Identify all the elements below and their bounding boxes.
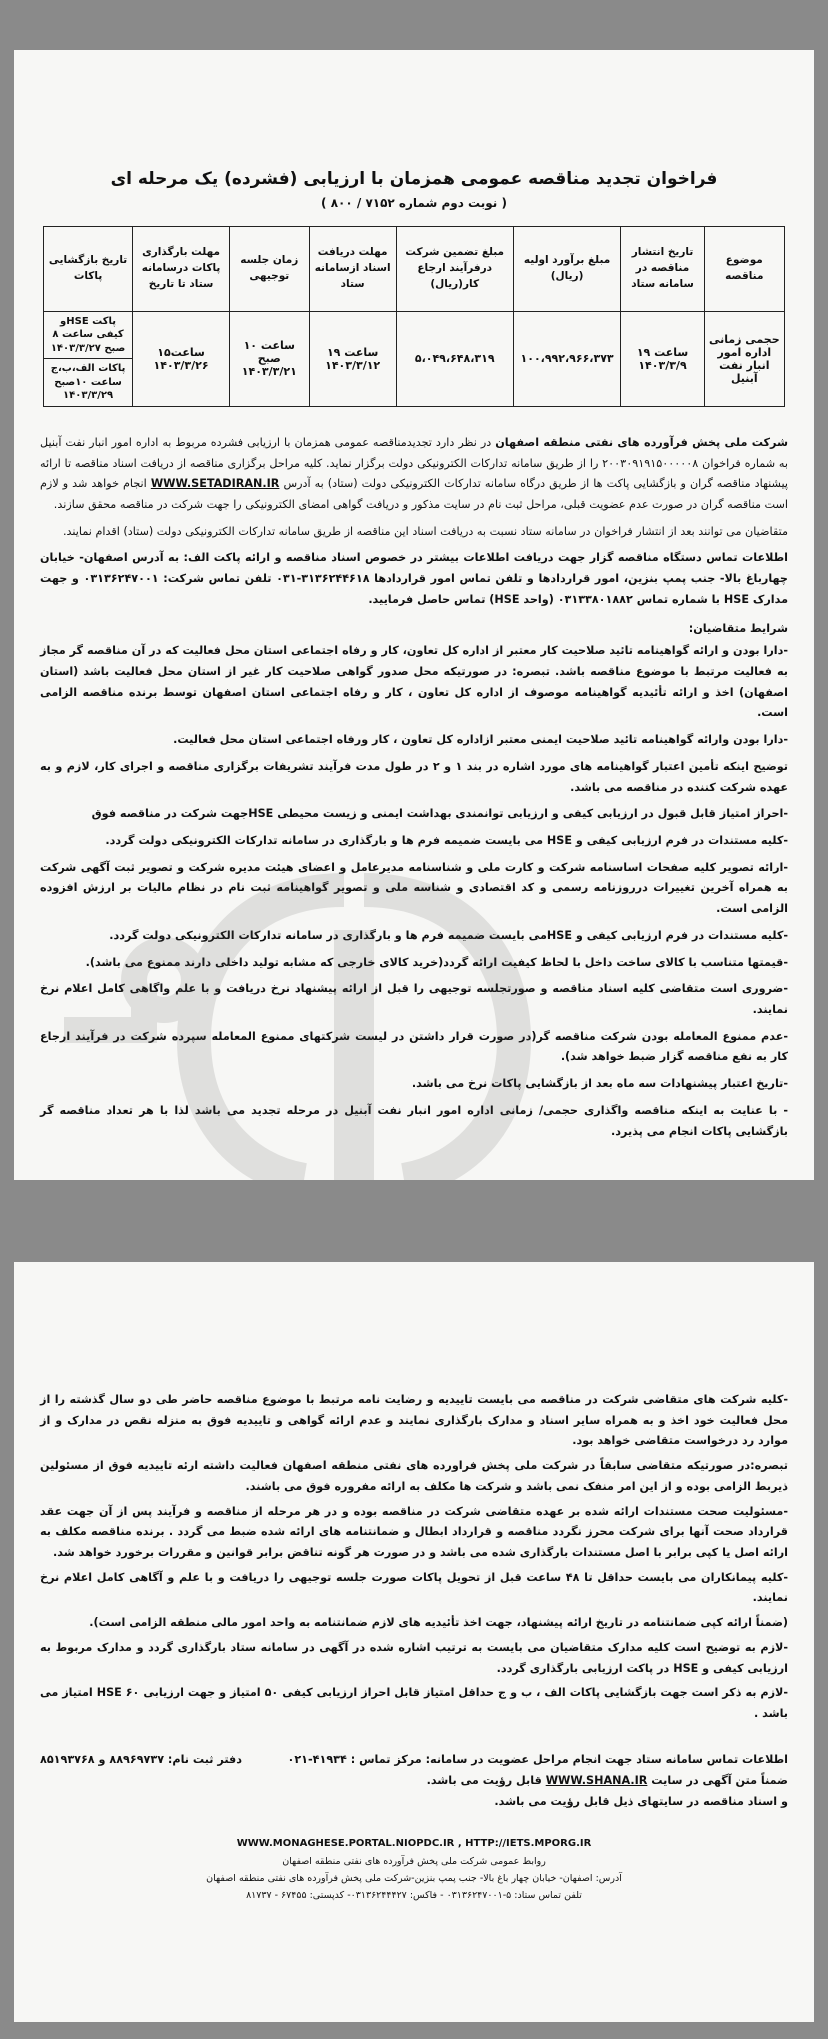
intro-text: در نظر دارد تجدیدمناقصه عمومی همزمان با ارزیابی فشرده مربوط به اداره امور انبار نفت آبنیل به شماره فراخوان ۲۰۰۳۰۹۱۹۱۵۰۰۰۰۰۸ را از طریق سامانه تدارکات الکترونیکی دولت برگزار نماید. کلیه مراحل برگزاری مناقصه از دریافت اسناد مناقصه تا ارائه پیشنهاد مناقصه گران و بازگشایی پاکت ها از طریق درگاه سامانه تدارکات الکترونیکی دولت (ستاد) به آدرس — [40, 435, 789, 491]
notice-body — [14, 407, 814, 1143]
setad-contact: اطلاعات تماس سامانه ستاد جهت انجام مراحل عضویت در سامانه: مرکز تماس : ۴۱۹۳۴-۰۲۱ — [287, 1752, 788, 1766]
notice-page-2 — [14, 1262, 814, 2022]
condition-item: - با عنایت به اینکه مناقصه واگذاری حجمی/ زمانی اداره امور انبار نفت آبنیل در مرحله تجدید می باشد لذا با هر تعداد مناقصه گر بازگشایی پاکات انجام می پذیرد. — [40, 1103, 788, 1138]
cell-subject: حجمی زمانی اداره امور انبار نفت آبنیل — [704, 311, 784, 406]
page2-body — [14, 1262, 814, 1904]
header-guarantee: مبلغ تضمین شرکت درفرآیند ارجاع کار(ریال) — [396, 226, 513, 311]
header-submit-deadline: مهلت بارگذاری پاکات درسامانه ستاد تا تاریخ — [133, 226, 230, 311]
footer-sites[interactable]: WWW.MONAGHESE.PORTAL.NIOPDC.IR , HTTP://IETS.MPORG.IR — [236, 1837, 592, 1849]
list-item: تبصره:در صورتیکه متقاضی سابقاً در شرکت ملی پخش فراورده های نفتی منطقه اصفهان فعالیت داشته ارئه تاییدیه فوق از مسئولین ذیربط الزامی بوده و از این امر منفک نمی باشد و شرکت ها مکلف به ارائه مفروره فوق می باشند. — [40, 1459, 788, 1493]
shana-post: قابل رؤیت می باشد. — [426, 1774, 542, 1788]
setad-link[interactable]: WWW.SETADIRAN.IR — [150, 477, 280, 491]
company-name: شرکت ملی پخش فرآورده های نفتی منطقه اصفهان — [495, 435, 789, 449]
paragraph-docs: متقاضیان می توانند بعد از انتشار فراخوان در سامانه ستاد نسبت به دریافت اسناد این مناقصه از طریق سامانه تدارکات الکترونیکی دولت (ستاد) اقدام نمایند. — [63, 524, 788, 538]
header-opening-date: تاریخ بازگشایی پاکات — [44, 226, 133, 311]
notice-subtitle: ( نوبت دوم شماره ۷۱۵۲ / ۸۰۰ ) — [321, 195, 507, 210]
cell-guarantee: ۵،۰۴۹،۶۴۸،۳۱۹ — [396, 311, 513, 406]
footer-address: آدرس: اصفهان- خیابان چهار باغ بالا- جنب پمپ بنزین-شرکت ملی پخش فرآورده های نفتی منطقه اصفهان — [206, 1872, 622, 1884]
condition-item: توضیح اینکه تأمین اعتبار گواهینامه های مورد اشاره در بند ۱ و ۲ در طول مدت فرآیند تشریفات برگزاری مناقصه و اجرای کار، لازم و به عهده شرکت کننده در مناقصه می باشد. — [40, 759, 788, 794]
contact-block — [40, 1749, 788, 1813]
footer — [40, 1835, 788, 1904]
cell-publish-date: ساعت ۱۹ ۱۴۰۳/۳/۹ — [621, 311, 704, 406]
header-subject: موضوع مناقصه — [704, 226, 784, 311]
condition-item: -احراز امتیاز قابل قبول در ارزیابی کیفی و ارزیابی توانمندی بهداشت ایمنی و زیست محیطی HSEجهت شرکت در مناقصه فوق — [91, 807, 788, 821]
conditions-title: شرایط متقاضیان: — [688, 621, 788, 635]
cell-briefing: ساعت ۱۰ صبح ۱۴۰۳/۳/۲۱ — [230, 311, 310, 406]
list-item: -کلیه پیمانکاران می بایست حداقل تا ۴۸ ساعت قبل از تحویل پاکات صورت جلسه توجیهی را دریافت و با علم و آگاهی کامل اعلام نرخ نمایند. — [40, 1570, 788, 1605]
header-doc-deadline: مهلت دریافت اسناد ازسامانه ستاد — [309, 226, 396, 311]
conditions-list — [40, 641, 788, 1142]
shana-line — [40, 1770, 788, 1791]
table-row — [44, 311, 785, 359]
condition-item: -عدم ممنوع المعامله بودن شرکت مناقصه گر(در صورت قرار داشتن در لیست شرکتهای ممنوع المعامله سپرده شرکت در فرآیند ارجاع کار به نفع مناقصه گزار ضبط خواهد شد). — [40, 1029, 788, 1064]
list-item: (ضمناً ارائه کپی ضمانتنامه در تاریخ ارائه پیشنهاد، جهت اخذ تأئیدیه های لازم ضمانتنامه به واحد امور مالی منطقه الزامی است). — [89, 1616, 788, 1630]
list-item: -کلیه شرکت های متقاضی شرکت در مناقصه می بایست تاییدیه و رضایت نامه مرتبط با موضوع مناقصه حاضر طی دو سال گذشته را از محل فعالیت خود اخذ و به همراه سایر اسناد و مدارک بارگذاری نمایند و عدم ارائه گواهی و تاییدیه فوق به منزله نقص در مدارک و از موارد رد درخواست متقاضی خواهد بود. — [40, 1393, 788, 1448]
footer-pr: روابط عمومی شرکت ملی پخش فرآورده های نفتی منطقه اصفهان — [282, 1855, 546, 1867]
intro-paragraph — [40, 433, 788, 516]
condition-item: -کلیه مستندات در فرم ارزیابی کیفی و HSE می بایست ضمیمه فرم ها و بارگذاری در سامانه تدارکات الکترونیکی دولت گردد. — [105, 834, 788, 848]
contact-row — [40, 1749, 788, 1770]
header-briefing: زمان جلسه توجیهی — [230, 226, 310, 311]
docs-line: و اسناد مناقصه در سایتهای ذیل قابل رؤیت می باشد. — [494, 1795, 788, 1809]
notice-page-1 — [14, 50, 814, 1180]
condition-item: -دارا بودن و ارائه گواهینامه تائید صلاحیت کار معتبر از اداره کل تعاون، کار و رفاه اجتماعی استان محل فعالیت که در آن مناقصه گر مجاز به فعالیت مرتبط با موضوع مناقصه باشد. تبصره: در صورتیکه محل صدور گواهی صلاحیت کار غیر از استان محل فعالیت باشد (استان اصفهان) اخذ و ارائه تأئیدیه گواهینامه موصوف از اداره کل تعاون ، کار و رفاه اجتماعی استان اصفهان توسط برنده مناقصه الزامی است. — [40, 644, 788, 720]
condition-item: -کلیه مستندات در فرم ارزیابی کیفی و HSEمی بایست ضمیمه فرم ها و بارگذاری در سامانه تدارکات الکترونیکی دولت گردد. — [109, 928, 788, 942]
list-item: -لازم به ذکر است جهت بازگشایی پاکات الف ، ب و ج حداقل امتیاز قابل احراز ارزیابی کیفی ۵۰ امتیاز و جهت ارزیابی HSE ۶۰ امتیاز می باشد . — [40, 1686, 788, 1721]
notice-title: فراخوان تجدید مناقصه عمومی همزمان با ارزیابی (فشرده) یک مرحله ای — [110, 169, 718, 189]
intro-end: انجام خواهد شد و لازم است مناقصه گران در صورت عدم عضویت قبلی، مراحل ثبت نام در سایت مذکور و دریافت گواهی امضای الکترونیکی را جهت شرکت در مناقصه محقق سازند. — [40, 477, 788, 511]
list-item: -لازم به توضیح است کلیه مدارک متقاضیان می بایست به ترتیب اشاره شده در آگهی در سامانه ستاد بارگذاری گردد و مدارک مربوط به ارزیابی کیفی و HSE در پاکت ارزیابی بارگذاری گردد. — [40, 1640, 788, 1675]
table-header-row — [44, 226, 785, 311]
header-initial-estimate: مبلغ برآورد اولیه (ریال) — [513, 226, 621, 311]
cell-opening-hse: پاکت HSEو کیفی ساعت ۸ صبح ۱۴۰۳/۳/۲۷ — [44, 311, 133, 359]
condition-item: -ضروری است متقاضی کلیه اسناد مناقصه و صورتجلسه توجیهی را قبل از ارائه پیشنهاد نرخ دریافت و با علم واگاهی کامل اعلام نرخ نمایند. — [40, 982, 788, 1017]
tender-table — [43, 226, 785, 407]
cell-initial-estimate: ۱۰۰،۹۹۲،۹۶۶،۳۷۳ — [513, 311, 621, 406]
shana-link[interactable]: WWW.SHANA.IR — [545, 1774, 648, 1788]
header-publish-date: تاریخ انتشار مناقصه در سامانه ستاد — [621, 226, 704, 311]
condition-item: -قیمتها متناسب با کالای ساخت داخل با لحاظ کیفیت ارائه گردد(خرید کالای خارجی که مشابه تولید داخلی دارند ممنوع می باشد). — [85, 955, 788, 969]
list-item: -مسئولیت صحت مستندات ارائه شده بر عهده متقاضی شرکت در مناقصه بوده و در هر مرحله از مناقصه و فرآیند پس از آن جهت عقد قرارداد صحت آنها برای شرکت محرز نگردد مناقصه و قرارداد ابطال و ضمانتنامه های ارائه شده ضبط می گردد . برنده مناقصه مکلف به ارائه اصل یا کپی برابر با اصل مستندات بارگذاری شده می باشد و در صورت هر گونه تناقض برابر قوانین و مقررات برخورد خواهد شد. — [40, 1504, 788, 1560]
cell-opening-abj: پاکات الف،ب،ج ساعت ۱۰صبح ۱۴۰۳/۳/۲۹ — [44, 359, 133, 407]
cell-doc-deadline: ساعت ۱۹ ۱۴۰۳/۳/۱۲ — [309, 311, 396, 406]
paragraph-contact: اطلاعات تماس دستگاه مناقصه گزار جهت دریافت اطلاعات بیشتر در خصوص اسناد مناقصه و ارائه پاکت الف: به آدرس اصفهان- خیابان چهارباغ بالا- جنب پمپ بنزین، امور قراردادها و تلفن تماس امور قراردادها ۳۱۳۶۲۴۴۶۱۸-۰۳۱ تلفن تماس شرکت: ۰۳۱۳۶۲۴۷۰۰۱ و جهت مدارک HSE با شماره تماس ۰۳۱۳۳۸۰۱۸۸۲ (واحد HSE) تماس حاصل فرمایید. — [40, 551, 788, 606]
shana-pre: ضمناً متن آگهی در سایت — [651, 1774, 788, 1788]
condition-item: -دارا بودن وارائه گواهینامه تائید صلاحیت ایمنی معتبر ازاداره کل تعاون ، کار ورفاه اجتماعی استان محل فعالیت. — [173, 733, 788, 747]
office-phone: دفتر ثبت نام: ۸۸۹۶۹۷۳۷ و ۸۵۱۹۳۷۶۸ — [40, 1752, 242, 1766]
cell-submit-deadline: ساعت۱۵ ۱۴۰۳/۳/۲۶ — [133, 311, 230, 406]
footer-phone: تلفن تماس ستاد: ۵-۰۳۱۳۶۲۴۷۰۰۱ - فاکس: ۰۳۱۳۶۲۴۴۴۲۷- کدپستی: ۶۷۴۵۵ - ۸۱۷۳۷ — [246, 1889, 582, 1901]
condition-item: -ارائه تصویر کلیه صفحات اساسنامه شرکت و کارت ملی و شناسنامه مدیرعامل و اعضای هیئت مدیره شرکت و تصویر ثبت آگهی شرکت به همراه آخرین تغییرات درروزنامه رسمی و کد اقتصادی و شناسه ملی و تصویر گواهینامه ثبت نام در نظام مالیات بر ارزش افزوده الزامی است. — [40, 860, 788, 916]
condition-item: -تاریخ اعتبار پیشنهادات سه ماه بعد از بازگشایی پاکات نرخ می باشد. — [411, 1077, 788, 1091]
